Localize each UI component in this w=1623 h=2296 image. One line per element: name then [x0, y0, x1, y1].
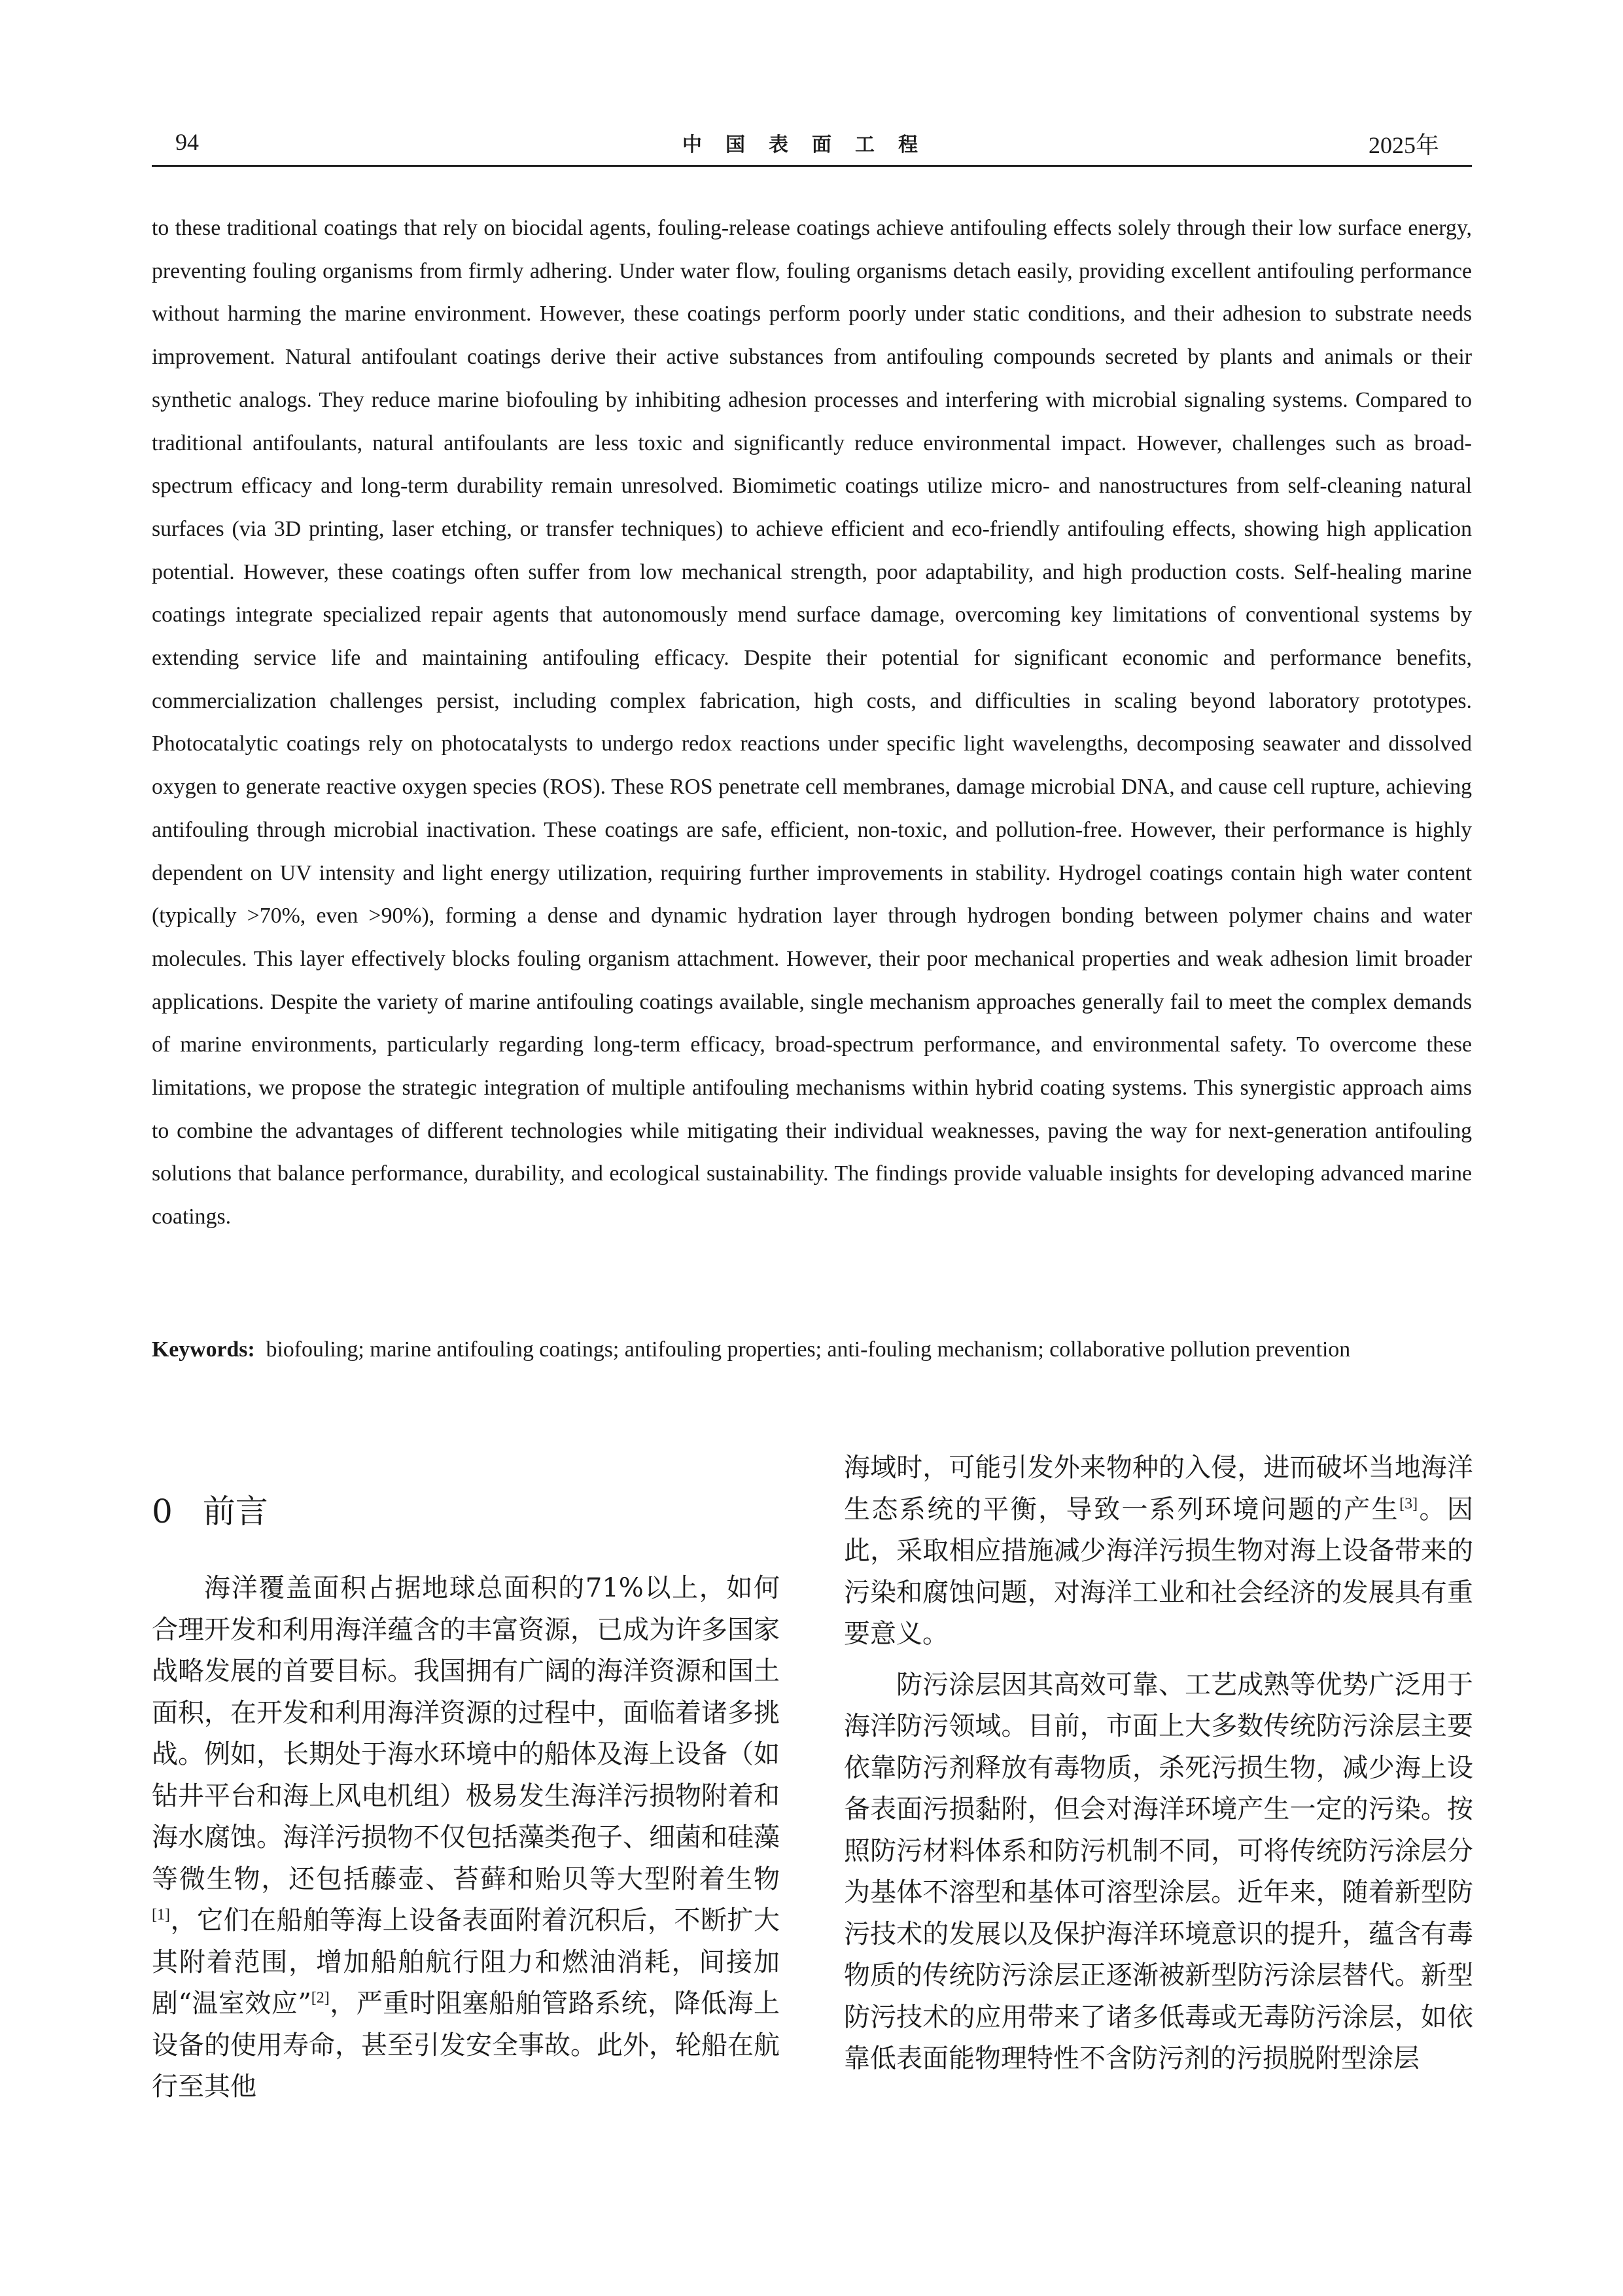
publication-year: 2025年 [1368, 132, 1439, 158]
intro-paragraph-2: 防污涂层因其高效可靠、工艺成熟等优势广泛用于海洋防污领域。目前，市面上大多数传统防污涂层主要依靠防污剂释放有毒物质，杀死污损生物，减少海上设备表面污损黏附，但会对海洋环境产生一定的污染。按照防污材料体系和防污机制不同，可将传统防污涂层分为基体不溶型和基体可溶型涂层。近年来，随着新型防污技术的发展以及保护海洋环境意识的提升，蕴含有毒物质的传统防污涂层正逐渐被新型防污涂层替代。新型防污技术的应用带来了诸多低毒或无毒防污涂层，如依靠低表面能物理特性不含防污剂的污损脱附型涂层 [844, 1669, 1473, 2074]
text-run: 海洋覆盖面积占据地球总面积的71%以上，如何合理开发和利用海洋蕴含的丰富资源，已成为许多国家战略发展的首要目标。我国拥有广阔的海洋资源和国土面积，在开发和利用海洋资源的过程中，面临着诸多挑战。例如，长期处于海水环境中的船体及海上设备（如钻井平台和海上风电机组）极易发生海洋污损物附着和海水腐蚀。海洋污损物不仅包括藻类孢子、细菌和硅藻等微生物，还包括藤壶、苔藓和贻贝等大型附着生物 [152, 1573, 780, 1894]
keywords-label: Keywords: [152, 1337, 255, 1362]
text-run: 。因此，采取相应措施减少海洋污损生物对海上设备带来的污染和腐蚀问题，对海洋工业和社会经济的发展具有重要意义。 [844, 1494, 1474, 1649]
intro-paragraph-1-continued [844, 1447, 1473, 1655]
citation-2[interactable]: [2] [311, 1989, 330, 2007]
citation-1[interactable]: [1] [152, 1906, 170, 1924]
text-run: 海域时，可能引发外来物种的入侵，进而破坏当地海洋生态系统的平衡，导致一系列环境问题的产生 [844, 1453, 1473, 1525]
right-column [844, 1447, 1473, 2080]
text-run: ，它们在船舶等海上设备表面附着沉积后，不断扩大其附着范围，增加船舶航行阻力和燃油消耗，间接加剧“温室效应” [152, 1905, 780, 2019]
keywords-text: biofouling; marine antifouling coatings; antifouling properties; anti-fouling mechanism; collaborative pollution prevention [266, 1337, 1351, 1362]
running-header [152, 124, 1472, 164]
section-heading [152, 1479, 780, 1568]
section-number: 0 [152, 1492, 173, 1530]
page-number: 94 [175, 129, 199, 155]
section-title: 前言 [202, 1492, 268, 1530]
left-column [152, 1479, 780, 2108]
english-abstract [152, 207, 1472, 1239]
header-rule [152, 165, 1472, 167]
keywords [152, 1328, 1472, 1371]
abstract-text: to these traditional coatings that rely on biocidal agents, fouling-release coatings achieve antifouling effects solely through their low surface energy, preventing fouling organisms from firmly adhering. Under water flow, fouling organisms detach easily, providing excellent antifouling performance without harming the marine environment. However, these coatings perform poorly under static conditions, and their adhesion to substrate needs improvement. Natural antifoulant coatings derive their active substances from antifouling compounds secreted by plants and animals or their synthetic analogs. They reduce marine biofouling by inhibiting adhesion processes and interfering with microbial signaling systems. Compared to traditional antifoulants, natural antifoulants are less toxic and significantly reduce environmental impact. However, challenges such as broad-spectrum efficacy and long-term durability remain unresolved. Biomimetic coatings utilize micro- and nanostructures from self-cleaning natural surfaces (via 3D printing, laser etching, or transfer techniques) to achieve efficient and eco-friendly antifouling effects, showing high application potential. However, these coatings often suffer from low mechanical strength, poor adaptability, and high production costs. Self-healing marine coatings integrate specialized repair agents that autonomously mend surface damage, overcoming key limitations of conventional systems by extending service life and maintaining antifouling efficacy. Despite their potential for significant economic and performance benefits, commercialization challenges persist, including complex fabrication, high costs, and difficulties in scaling beyond laboratory prototypes. Photocatalytic coatings rely on photocatalysts to undergo redox reactions under specific light wavelengths, decomposing seawater and dissolved oxygen to generate reactive oxygen species (ROS). These ROS penetrate cell membranes, damage microbial DNA, and cause cell rupture, achieving antifouling through microbial inactivation. These coatings are safe, efficient, non-toxic, and pollution-free. However, their performance is highly dependent on UV intensity and light energy utilization, requiring further improvements in stability. Hydrogel coatings contain high water content (typically >70%, even >90%), forming a dense and dynamic hydration layer through hydrogen bonding between polymer chains and water molecules. This layer effectively blocks fouling organism attachment. However, their poor mechanical properties and weak adhesion limit broader applications. Despite the variety of marine antifouling coatings available, single mechanism approaches generally fail to meet the complex demands of marine environments, particularly regarding long-term efficacy, broad-spectrum performance, and environmental safety. To overcome these limitations, we propose the strategic integration of multiple antifouling mechanisms within hybrid coating systems. This synergistic approach aims to combine the advantages of different technologies while mitigating their individual weaknesses, paving the way for next-generation antifouling solutions that balance performance, durability, and ecological sustainability. The findings provide valuable insights for developing advanced marine coatings. [152, 216, 1472, 1229]
paragraph-gap [844, 1655, 1473, 1665]
text-run: ，严重时阻塞船舶管路系统，降低海上设备的使用寿命，甚至引发安全事故。此外，轮船在航行至其他 [152, 1988, 780, 2102]
journal-title: 中国表面工程 [682, 133, 941, 156]
intro-paragraph-1 [152, 1568, 780, 2108]
citation-3[interactable]: [3] [1399, 1495, 1418, 1513]
